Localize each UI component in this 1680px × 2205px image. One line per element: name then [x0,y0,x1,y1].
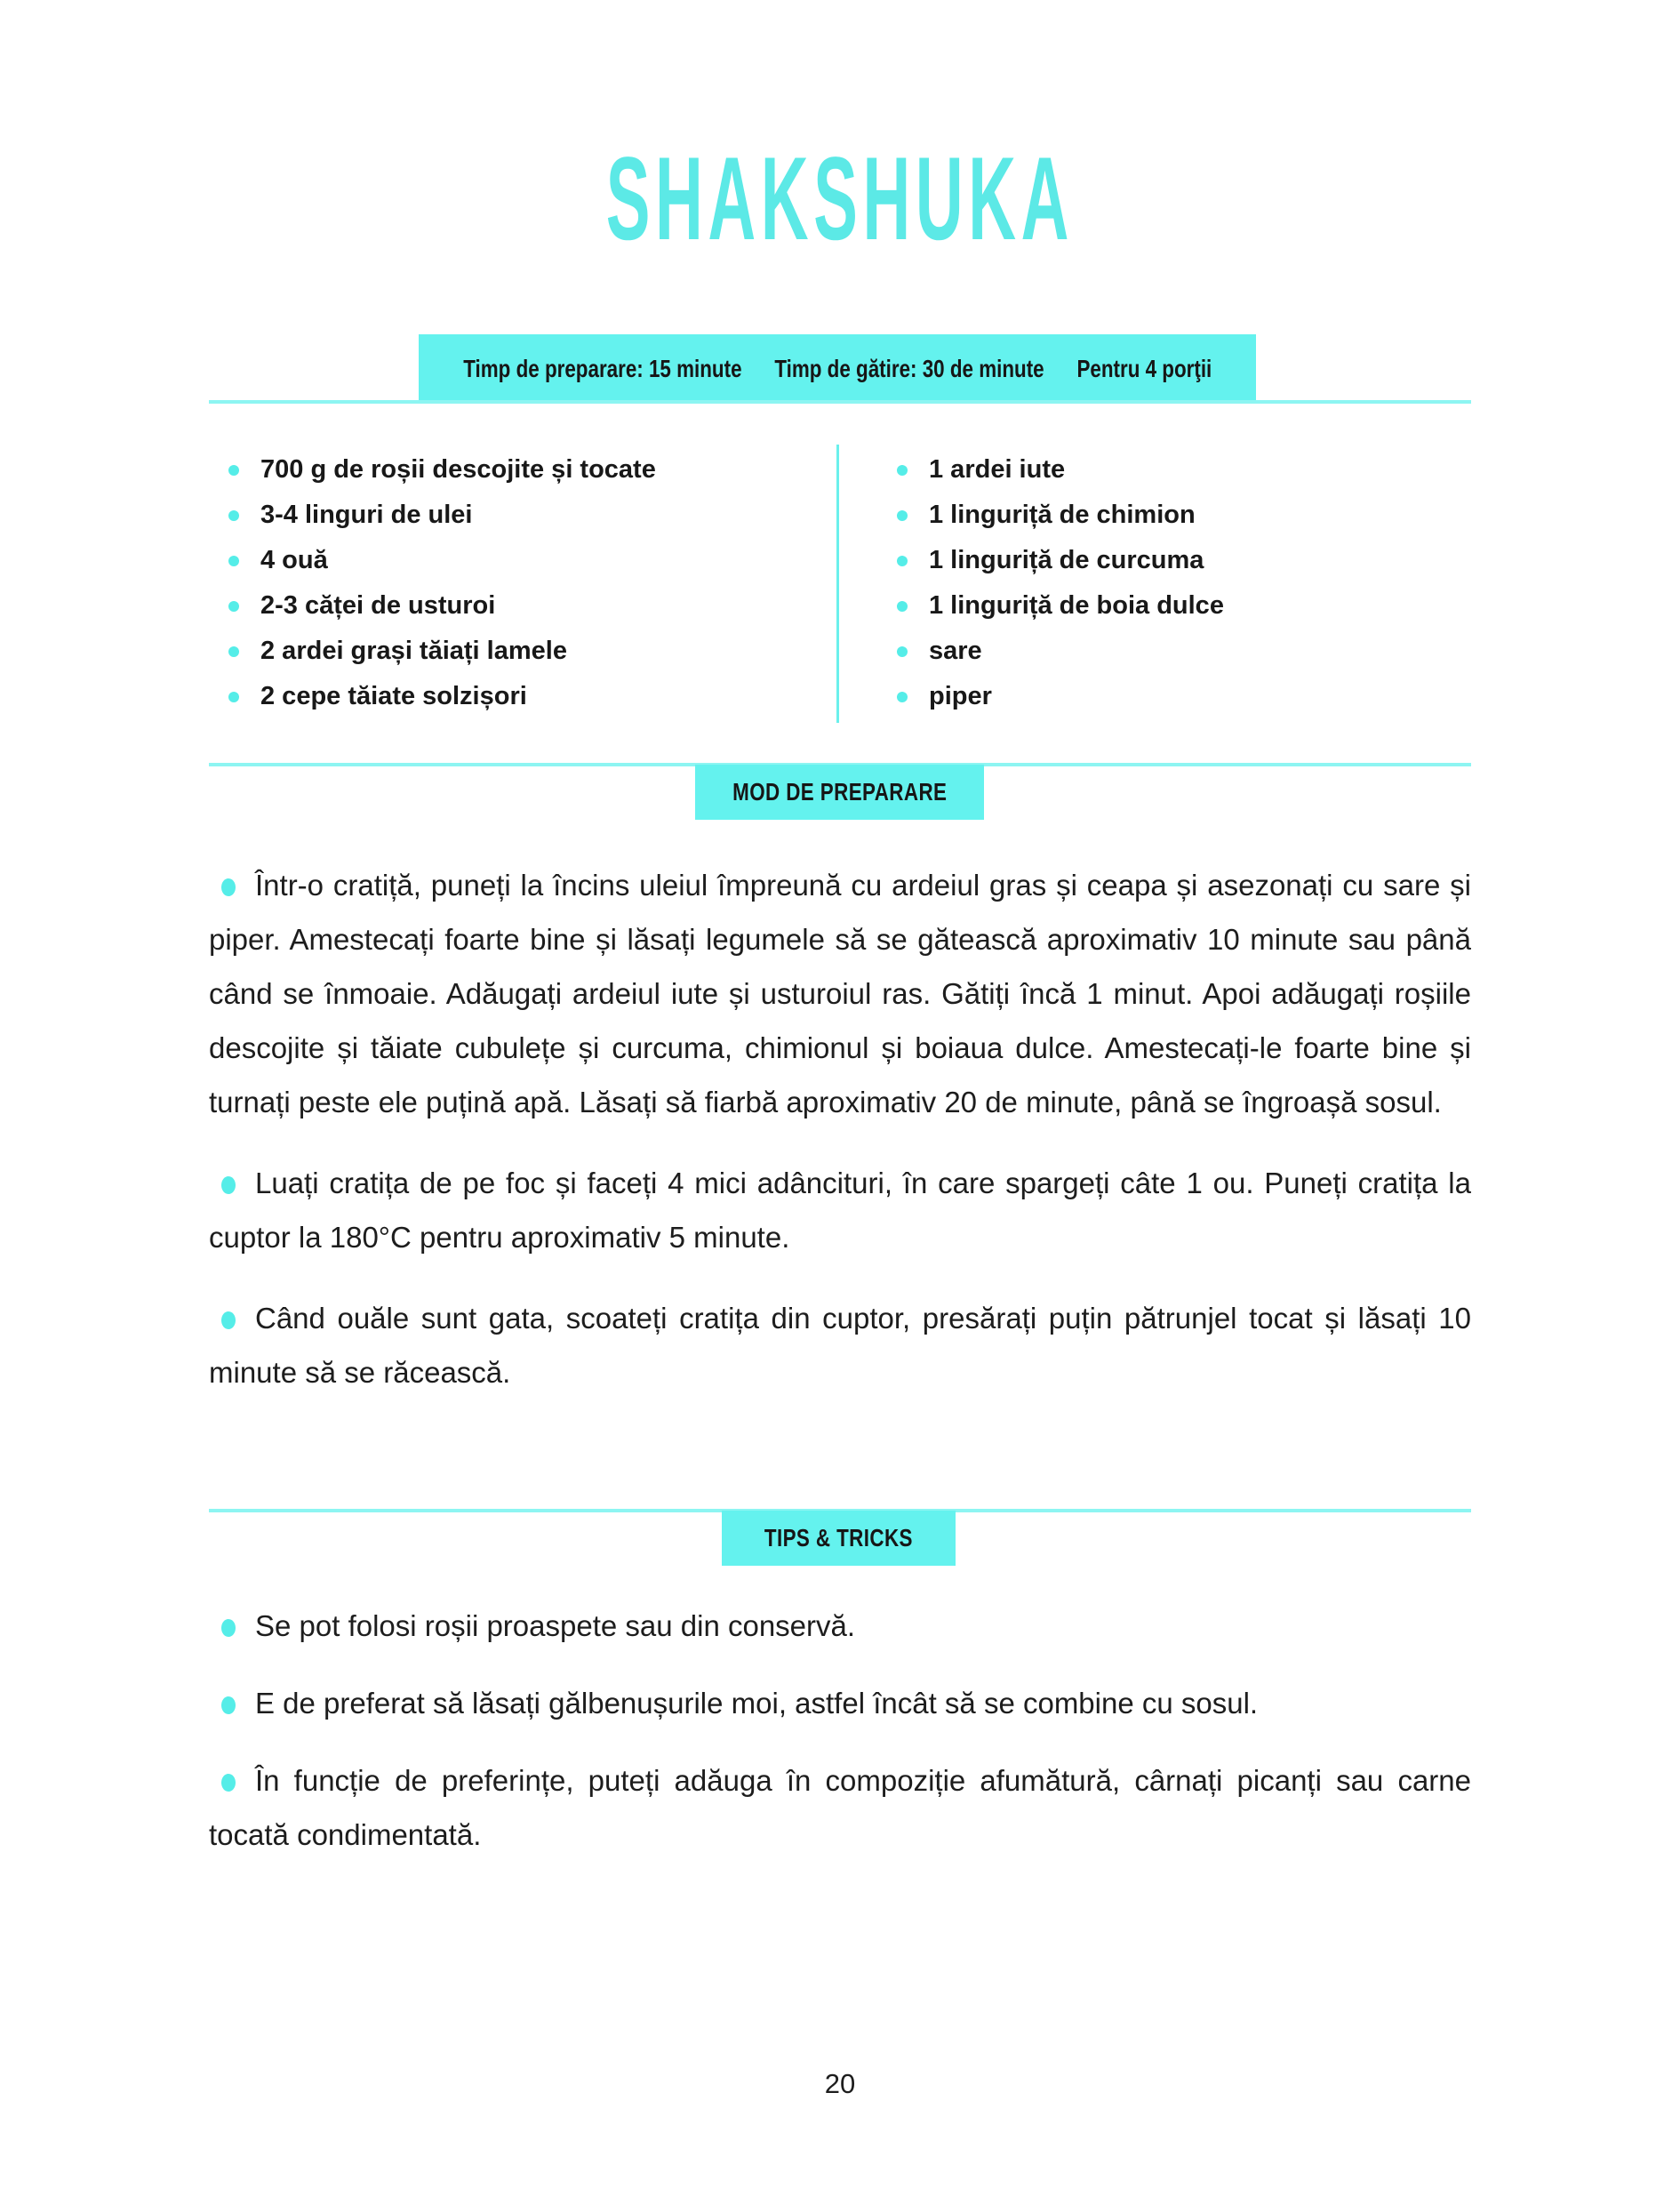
ingredient-item [228,629,840,674]
bullet-icon [221,878,236,896]
ingredient-item [897,447,1471,493]
preparation-heading: MOD DE PREPARARE [732,778,948,806]
ingredient-item [897,493,1471,538]
ingredient-item [228,583,840,629]
tips-list [209,1599,1471,1885]
bullet-icon [228,465,239,476]
tip-text: Se pot folosi roșii proaspete sau din conservă. [255,1609,856,1642]
bullet-icon [228,556,239,566]
divider-top [209,400,1471,404]
ingredient-text: 700 g de roșii descojite și tocate [260,455,656,484]
tip-item [209,1676,1471,1730]
ingredient-item [897,629,1471,674]
preparation-steps [209,858,1471,1426]
ingredient-item [228,447,840,493]
ingredient-text: 3-4 linguri de ulei [260,501,473,529]
bullet-icon [228,692,239,702]
ingredient-item [228,674,840,719]
tip-item [209,1753,1471,1862]
cook-time-label: Timp de gătire: 30 de minute [774,355,1044,382]
preparation-step [209,858,1471,1129]
bullet-icon [228,601,239,612]
ingredient-item [228,493,840,538]
bullet-icon [221,1619,236,1637]
tips-heading: TIPS & TRICKS [764,1524,913,1552]
bullet-icon [228,510,239,521]
ingredient-text: 2 cepe tăiate solzișori [260,682,527,710]
recipe-title-text: SHAKSHUKA [605,133,1075,265]
recipe-info-bar [419,334,1256,404]
bullet-icon [897,692,908,702]
ingredients-column-divider [836,445,839,723]
preparation-step [209,1156,1471,1264]
ingredient-text: 1 linguriță de chimion [929,501,1196,529]
preparation-step [209,1291,1471,1399]
bullet-icon [228,646,239,657]
step-text: Luați cratița de pe foc și faceți 4 mici adâncituri, în care spargeți câte 1 ou. Puneți cratița la cuptor la 180°C pentru aproximativ 5 minute. [209,1167,1471,1254]
bullet-icon [221,1774,236,1792]
bullet-icon [897,556,908,566]
step-text: Când ouăle sunt gata, scoateți cratița din cuptor, presărați puțin pătrunjel tocat și lăsați 10 minute să se răcească. [209,1302,1471,1389]
ingredient-text: 2-3 căței de usturoi [260,591,496,620]
ingredient-text: 2 ardei grași tăiați lamele [260,637,567,665]
recipe-info-bar-content [463,355,1212,383]
bullet-icon [897,646,908,657]
bullet-icon [897,465,908,476]
ingredient-text: 1 ardei iute [929,455,1066,484]
prep-time-label: Timp de preparare: 15 minute [462,355,742,382]
tip-text: În funcție de preferințe, puteți adăuga în compoziție afumătură, cârnați picanți sau carne tocată condimentată. [209,1764,1471,1851]
preparation-heading-box [695,765,984,820]
bullet-icon [897,510,908,521]
ingredient-item [897,674,1471,719]
ingredient-text: 1 linguriță de boia dulce [929,591,1224,620]
ingredient-text: piper [929,682,992,710]
ingredient-item [897,583,1471,629]
ingredients-section [209,447,1471,719]
step-text: Într-o cratiță, puneți la încins uleiul împreună cu ardeiul gras și ceapa și asezonați cu sare și piper. Amestecați foarte bine și lăsați legumele să se gătească aproximativ 10 minute sau până când se înmoaie. Adăugați ardeiul iute și usturoiul ras. Gătiți încă 1 minut. Apoi adăugați roșiile descojite și tăiate cubulețe și curcuma, chimionul și boiaua dulce. Amestecați-le foarte bine și turnați peste ele puțină apă. Lăsați să fiarbă aproximativ 20 de minute, până se îngroașă sosul. [209,869,1471,1119]
ingredient-text: sare [929,637,982,665]
tips-heading-box [722,1511,956,1566]
bullet-icon [897,601,908,612]
ingredient-text: 1 linguriță de curcuma [929,546,1204,574]
bullet-icon [221,1696,236,1714]
page-title [0,132,1680,267]
ingredient-text: 4 ouă [260,546,328,574]
ingredient-item [897,538,1471,583]
ingredients-list-right [840,447,1471,719]
tip-text: E de preferat să lăsați gălbenușurile moi, astfel încât să se combine cu sosul. [255,1687,1259,1720]
servings-label: Pentru 4 porţii [1076,355,1212,382]
tip-item [209,1599,1471,1653]
ingredients-list-left [209,447,840,719]
page-number: 20 [824,2068,856,2099]
bullet-icon [221,1176,236,1194]
ingredient-item [228,538,840,583]
bullet-icon [221,1311,236,1329]
